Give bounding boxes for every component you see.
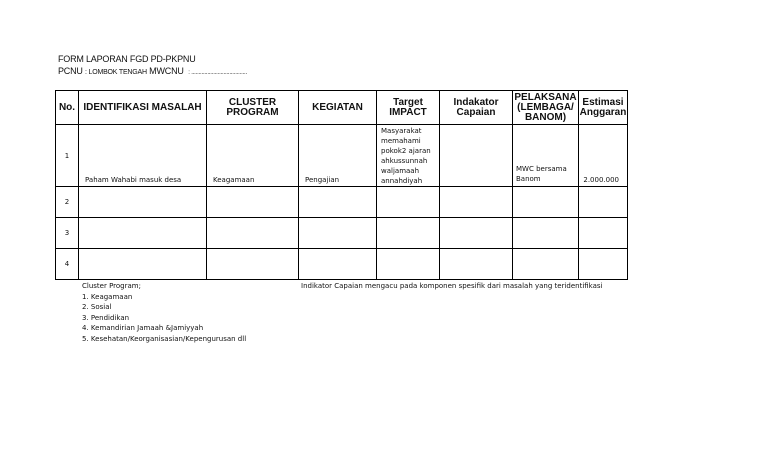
pcnu-label: PCNU bbox=[58, 66, 83, 76]
col-target: Target IMPACT bbox=[377, 91, 440, 125]
cell-pelaksana bbox=[513, 187, 579, 218]
cell-pelaksana bbox=[513, 249, 579, 280]
cell-no: 1 bbox=[56, 125, 79, 187]
cell-target bbox=[377, 249, 440, 280]
cell-indikator bbox=[440, 125, 513, 187]
list-item: 3. Pendidikan bbox=[82, 313, 130, 322]
col-kegiatan: KEGIATAN bbox=[299, 91, 377, 125]
cell-cluster bbox=[207, 125, 299, 187]
list-item: 5. Kesehatan/Keorganisasian/Kepengurusan dll bbox=[82, 334, 247, 343]
mwcnu-value: : ...................................... bbox=[188, 70, 247, 76]
col-no: No. bbox=[56, 91, 79, 125]
cell-anggaran bbox=[579, 249, 628, 280]
indikator-note: Indikator Capaian mengacu pada komponen spesifik dari masalah yang teridentifikasi bbox=[301, 282, 603, 290]
cell-kegiatan bbox=[299, 187, 377, 218]
cell-kegiatan bbox=[299, 249, 377, 280]
kegiatan-text: Pengajian bbox=[305, 176, 340, 184]
cell-indikator bbox=[440, 249, 513, 280]
cell-identifikasi bbox=[79, 187, 207, 218]
mwcnu-label: MWCNU bbox=[149, 66, 184, 76]
list-item: 1. Keagamaan bbox=[82, 292, 133, 301]
cell-target bbox=[377, 218, 440, 249]
col-indikator: Indakator Capaian bbox=[440, 91, 513, 125]
col-pelaksana: PELAKSANA (LEMBAGA/ BANOM) bbox=[514, 91, 577, 123]
cell-anggaran bbox=[579, 218, 628, 249]
cell-indikator bbox=[440, 187, 513, 218]
col-anggaran: Estimasi Anggaran bbox=[579, 91, 628, 125]
pcnu-line bbox=[58, 66, 247, 76]
report-table bbox=[55, 90, 628, 280]
cell-identifikasi bbox=[79, 249, 207, 280]
anggaran-text: 2.000.000 bbox=[583, 176, 619, 184]
target-text: Masyarakat memahami pokok2 ajaran ahkussunnah waljamaah annahdiyah bbox=[381, 126, 431, 185]
cell-anggaran bbox=[579, 125, 628, 187]
cell-cluster bbox=[207, 187, 299, 218]
cell-no: 2 bbox=[56, 187, 79, 218]
cluster-text: Keagamaan bbox=[213, 176, 255, 184]
cell-no: 3 bbox=[56, 218, 79, 249]
col-identifikasi: IDENTIFIKASI MASALAH bbox=[79, 91, 207, 125]
table-header-row bbox=[56, 91, 628, 125]
list-item: 4. Kemandirian Jamaah &Jamiyyah bbox=[82, 324, 204, 332]
cell-cluster bbox=[207, 218, 299, 249]
col-cluster: CLUSTER PROGRAM bbox=[207, 91, 299, 125]
form-title: FORM LAPORAN FGD PD-PKPNU bbox=[58, 54, 196, 64]
identifikasi-text: Paham Wahabi masuk desa bbox=[85, 176, 182, 184]
cell-cluster bbox=[207, 249, 299, 280]
cluster-notes-title: Cluster Program; bbox=[82, 282, 141, 290]
cluster-program-notes bbox=[82, 281, 246, 344]
table-row bbox=[56, 125, 628, 187]
cell-identifikasi bbox=[79, 125, 207, 187]
cell-pelaksana bbox=[513, 218, 579, 249]
cell-target bbox=[377, 125, 440, 187]
table-row bbox=[56, 187, 628, 218]
cell-kegiatan bbox=[299, 125, 377, 187]
cell-no: 4 bbox=[56, 249, 79, 280]
cell-target bbox=[377, 187, 440, 218]
table-row bbox=[56, 218, 628, 249]
cell-kegiatan bbox=[299, 218, 377, 249]
cell-pelaksana bbox=[513, 125, 579, 187]
cell-anggaran bbox=[579, 187, 628, 218]
pcnu-value: : LOMBOK TENGAH bbox=[85, 69, 147, 76]
cell-indikator bbox=[440, 218, 513, 249]
table-row bbox=[56, 249, 628, 280]
pelaksana-text: MWC bersama Banom bbox=[516, 165, 567, 183]
cell-identifikasi bbox=[79, 218, 207, 249]
list-item: 2. Sosial bbox=[82, 303, 112, 311]
